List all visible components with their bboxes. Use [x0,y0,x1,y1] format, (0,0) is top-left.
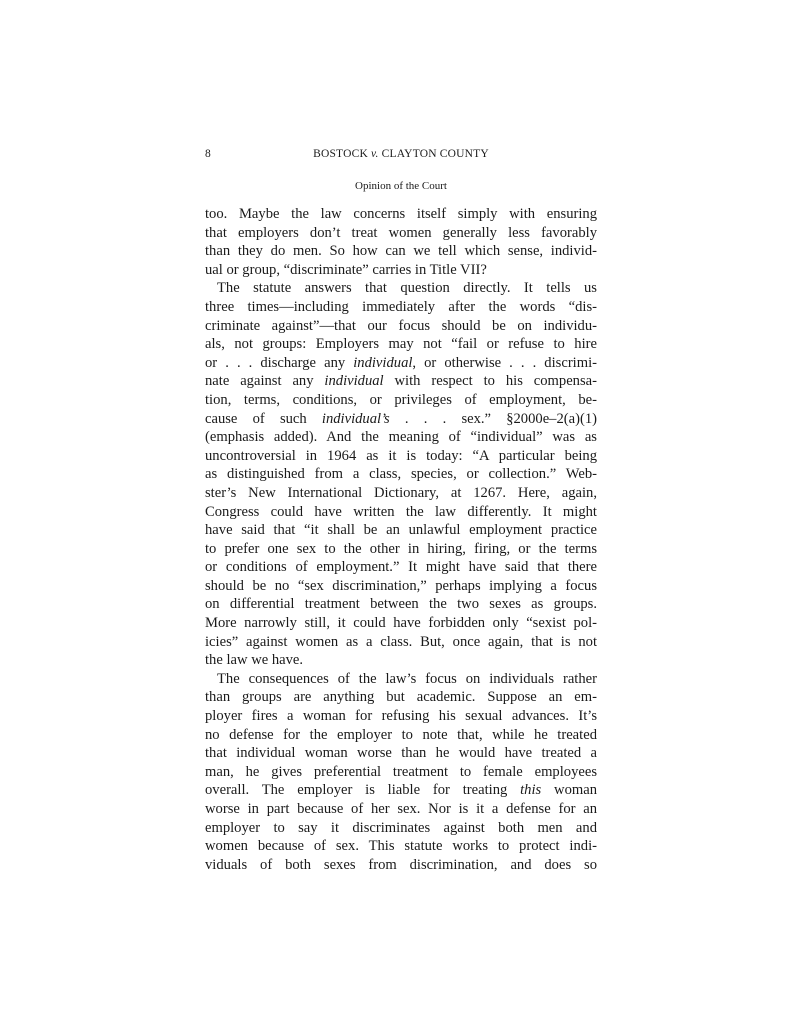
case-title-left: BOSTOCK [313,148,368,160]
case-title-versus: v. [371,148,379,160]
text-line: to prefer one sex to the other in hiring, firing, or the terms [205,540,597,557]
text-line: als, not groups: Employers may not “fail or refuse to hire [205,336,597,353]
opinion-body [205,205,597,874]
text-line: man, he gives preferential treatment to female employees [205,763,597,780]
text-line: as distinguished from a class, species, or collection.” Web- [205,466,597,483]
text-line: that employers don’t treat women generally less favorably [205,224,597,241]
text-line: the law we have. [205,652,304,669]
text-line: too. Maybe the law concerns itself simply with ensuring [205,206,597,222]
paragraph-first-line: The consequences of the law’s focus on individuals rather [217,670,597,687]
text-line: ster’s New International Dictionary, at 1267. Here, again, [205,484,597,501]
emphasis-text: individual’s [321,410,390,427]
text-line: should be no “sex discrimination,” perhaps implying a focus [205,577,597,594]
opinion-label: Opinion of the Court [355,180,447,192]
text-line: that individual woman worse than he would have treated a [205,745,597,762]
text-line: three times—including immediately after the words “dis- [205,298,597,315]
text-line: uncontroversial in 1964 as it is today: “A particular being [205,447,597,464]
text-line: than groups are anything but academic. Suppose an em- [205,689,597,706]
emphasis-text: individual [353,354,413,371]
text-line: overall. The employer is liable for treating this woman [205,782,597,799]
text-line: or . . . discharge any individual, or otherwise . . . discrimi- [205,354,597,371]
emphasis-text: this [520,782,542,799]
text-line: tion, terms, conditions, or privileges of employment, be- [205,391,597,408]
text-line: criminate against”—that our focus should be on individu- [205,317,597,334]
text-line: Congress could have written the law differently. It might [205,503,597,520]
text-line: cause of such individual’s . . . sex.” §2000e–2(a)(1) [205,410,597,427]
running-head [205,148,597,166]
text-line: More narrowly still, it could have forbidden only “sexist pol- [205,615,597,632]
text-line: viduals of both sexes from discrimination, and does so [205,856,597,873]
emphasis-text: individual [324,373,384,390]
text-line: women because of sex. This statute works to protect indi- [205,838,597,855]
text-line: or conditions of employment.” It might have said that there [205,559,597,576]
text-line: nate against any individual with respect to his compensa- [205,373,597,390]
text-line: worse in part because of her sex. Nor is it a defense for an [205,801,597,817]
text-line: on differential treatment between the two sexes as groups. [205,596,597,613]
text-line: icies” against women as a class. But, once again, that is not [205,633,597,650]
paragraph-first-line: The statute answers that question directly. It tells us [217,280,597,297]
text-line: ual or group, “discriminate” carries in Title VII? [205,261,487,278]
text-line: employer to say it discriminates against both men and [205,819,597,836]
text-line: than they do men. So how can we tell which sense, individ- [205,243,597,260]
case-title [205,148,597,160]
text-line: (emphasis added). And the meaning of “individual” was as [205,429,597,446]
text-line: have said that “it shall be an unlawful employment practice [205,522,597,539]
page-number: 8 [205,148,211,160]
text-line: no defense for the employer to note that, while he treated [205,726,597,743]
case-title-right: CLAYTON COUNTY [381,148,489,160]
text-line: ployer fires a woman for refusing his sexual advances. It’s [205,708,597,725]
